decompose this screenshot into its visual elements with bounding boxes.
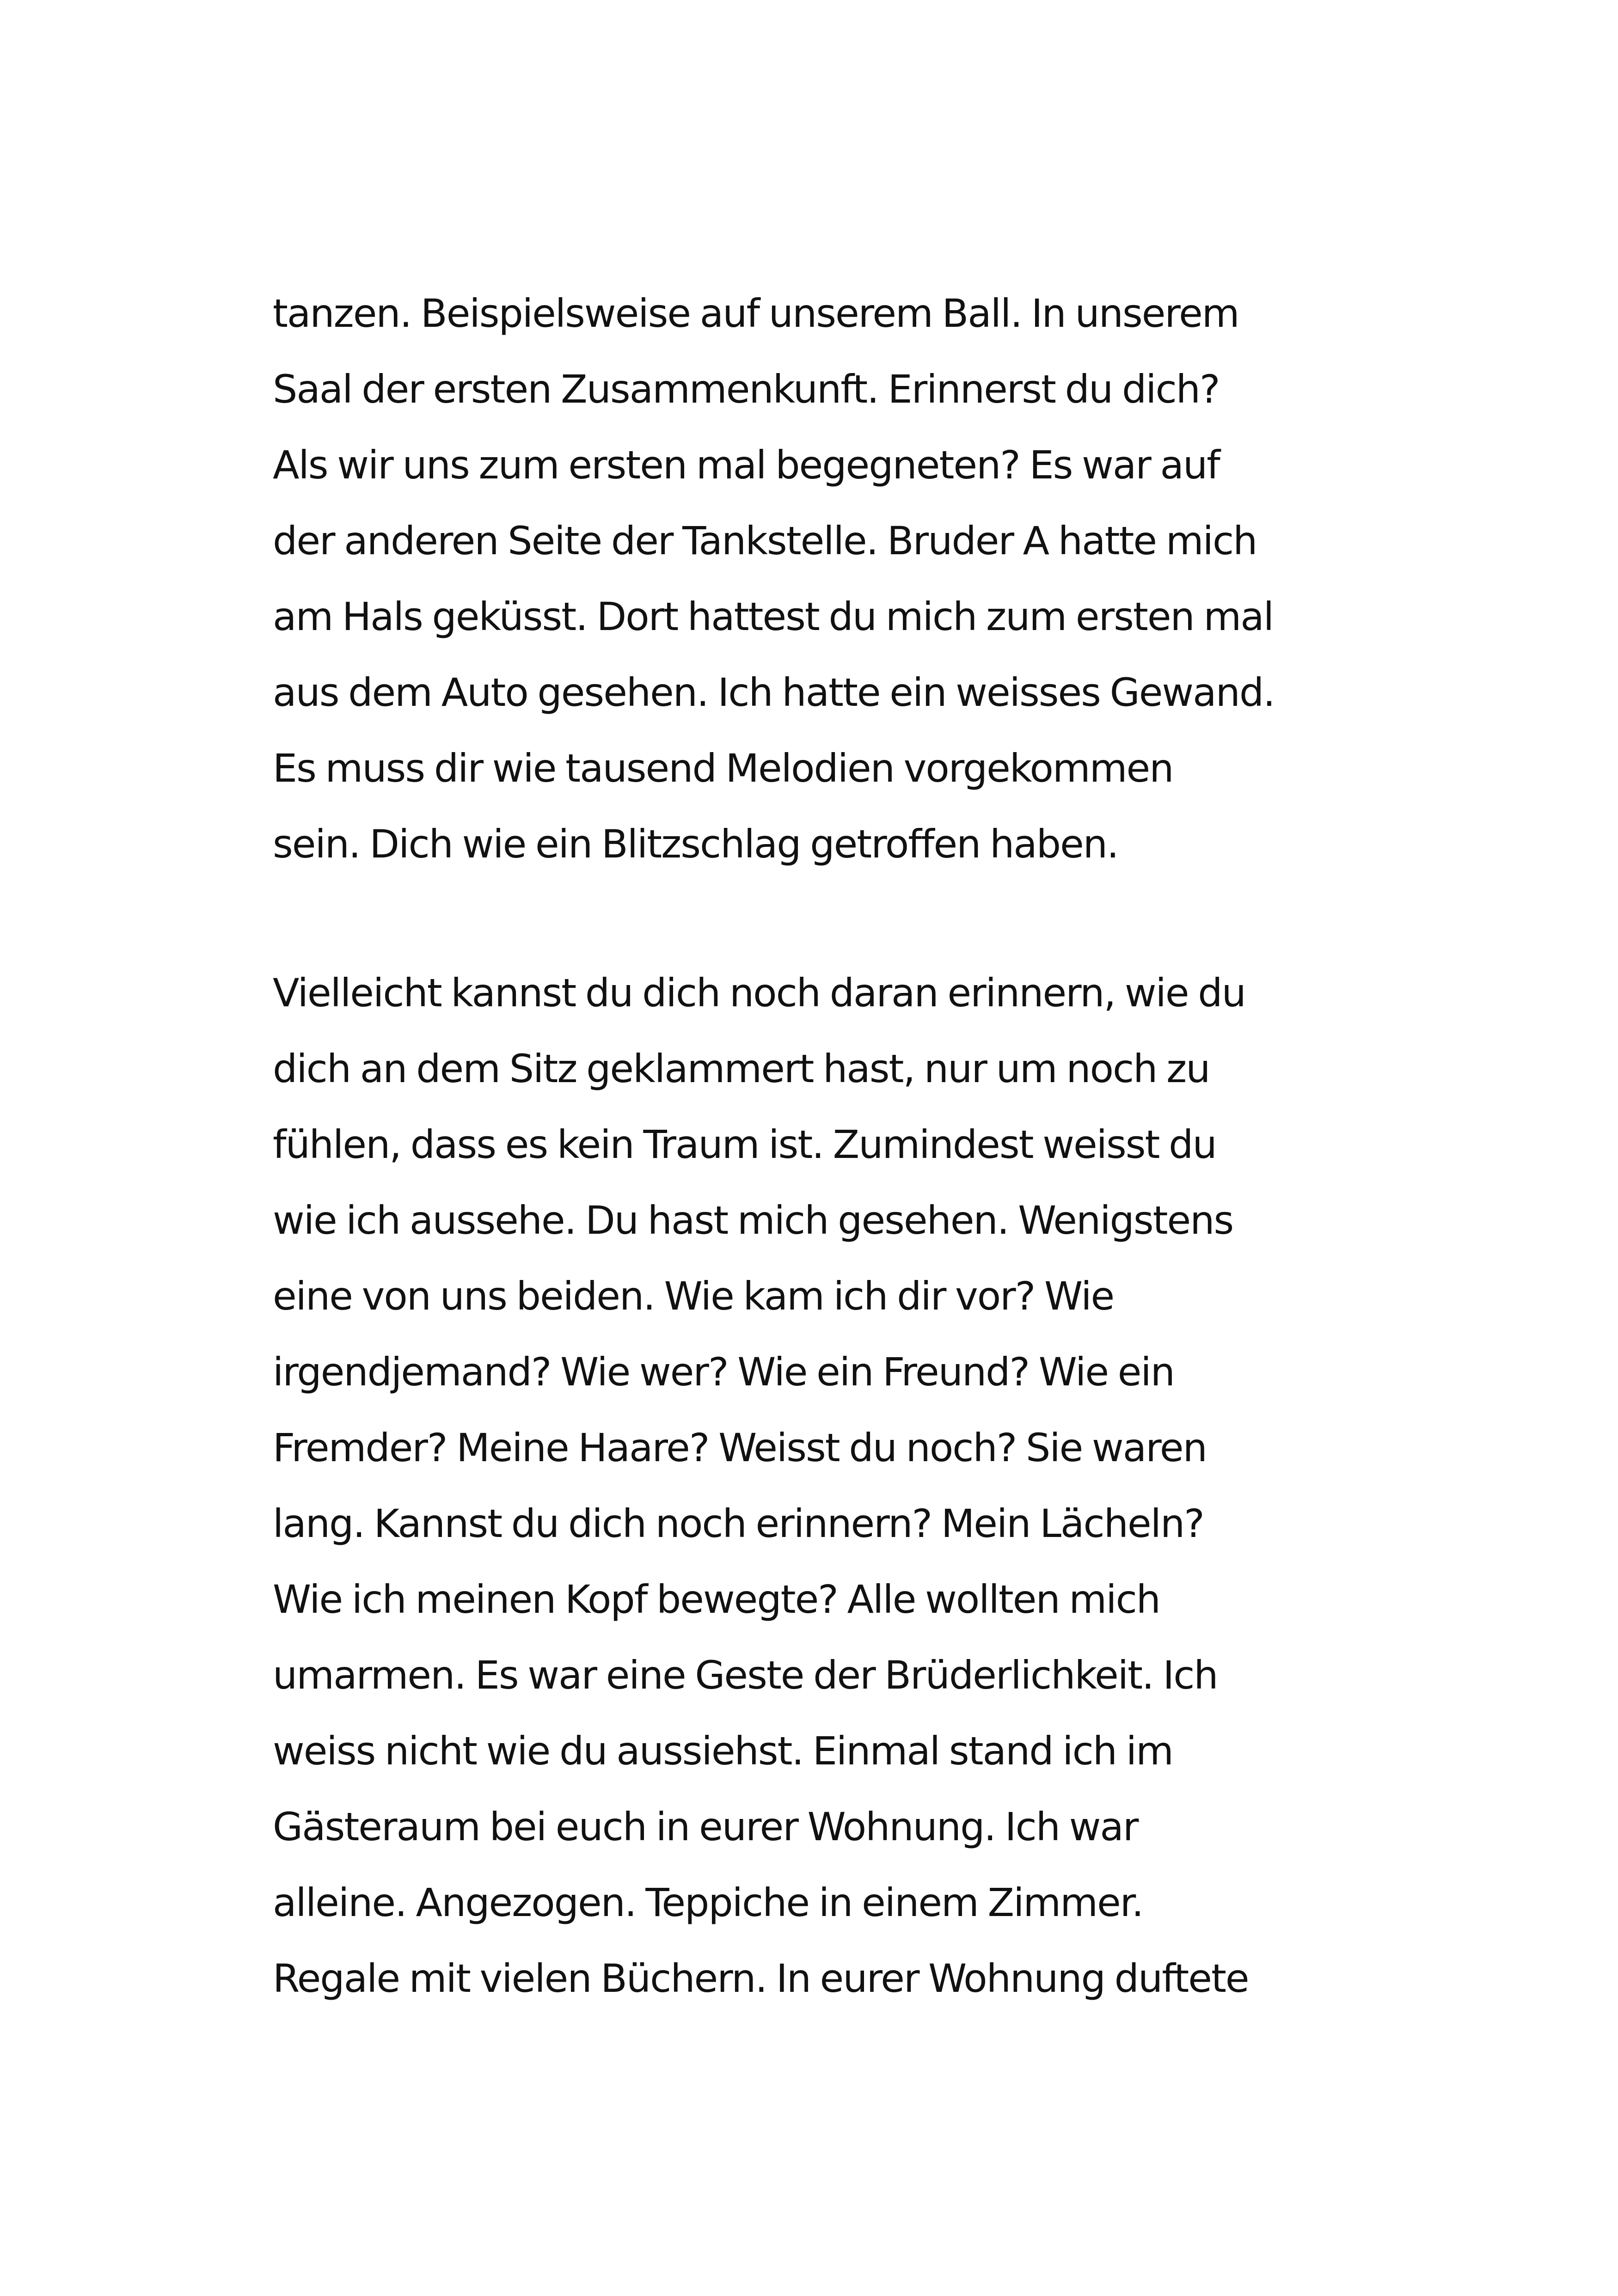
text-line: Es muss dir wie tausend Melodien vorgekommen	[273, 746, 1173, 791]
text-line: Wie ich meinen Kopf bewegte? Alle wollten mich	[273, 1577, 1160, 1622]
text-line: Saal der ersten Zusammenkunft. Erinnerst du dich?	[273, 367, 1220, 412]
text-line: dich an dem Sitz geklammert hast, nur um noch zu	[273, 1046, 1210, 1091]
text-line: Als wir uns zum ersten mal begegneten? Es war auf	[273, 442, 1220, 488]
text-line: Regale mit vielen Büchern. In eurer Wohnung duftete	[273, 1956, 1249, 2001]
paragraph-2	[273, 955, 1382, 2016]
text-line: wie ich aussehe. Du hast mich gesehen. Wenigstens	[273, 1198, 1233, 1243]
text-line: alleine. Angezogen. Teppiche in einem Zimmer.	[273, 1880, 1143, 1925]
text-line: irgendjemand? Wie wer? Wie ein Freund? Wie ein	[273, 1349, 1174, 1395]
text-line: Fremder? Meine Haare? Weisst du noch? Sie waren	[273, 1425, 1207, 1470]
text-line: weiss nicht wie du aussiehst. Einmal stand ich im	[273, 1728, 1173, 1774]
text-line: fühlen, dass es kein Traum ist. Zumindest weisst du	[273, 1122, 1216, 1167]
paragraph-1	[273, 276, 1382, 882]
text-line: der anderen Seite der Tankstelle. Bruder A hatte mich	[273, 518, 1257, 563]
text-line: lang. Kannst du dich noch erinnern? Mein Lächeln?	[273, 1501, 1204, 1546]
text-line: Vielleicht kannst du dich noch daran erinnern, wie du	[273, 970, 1245, 1016]
text-line: aus dem Auto gesehen. Ich hatte ein weisses Gewand.	[273, 670, 1275, 715]
text-line: tanzen. Beispielsweise auf unserem Ball. In unserem	[273, 291, 1239, 336]
text-line: sein. Dich wie ein Blitzschlag getroffen haben.	[273, 821, 1118, 867]
text-line: umarmen. Es war eine Geste der Brüderlichkeit. Ich	[273, 1653, 1218, 1698]
text-line: eine von uns beiden. Wie kam ich dir vor? Wie	[273, 1274, 1114, 1319]
text-line: Gästeraum bei euch in eurer Wohnung. Ich war	[273, 1804, 1138, 1849]
text-line: am Hals geküsst. Dort hattest du mich zum ersten mal	[273, 594, 1274, 639]
